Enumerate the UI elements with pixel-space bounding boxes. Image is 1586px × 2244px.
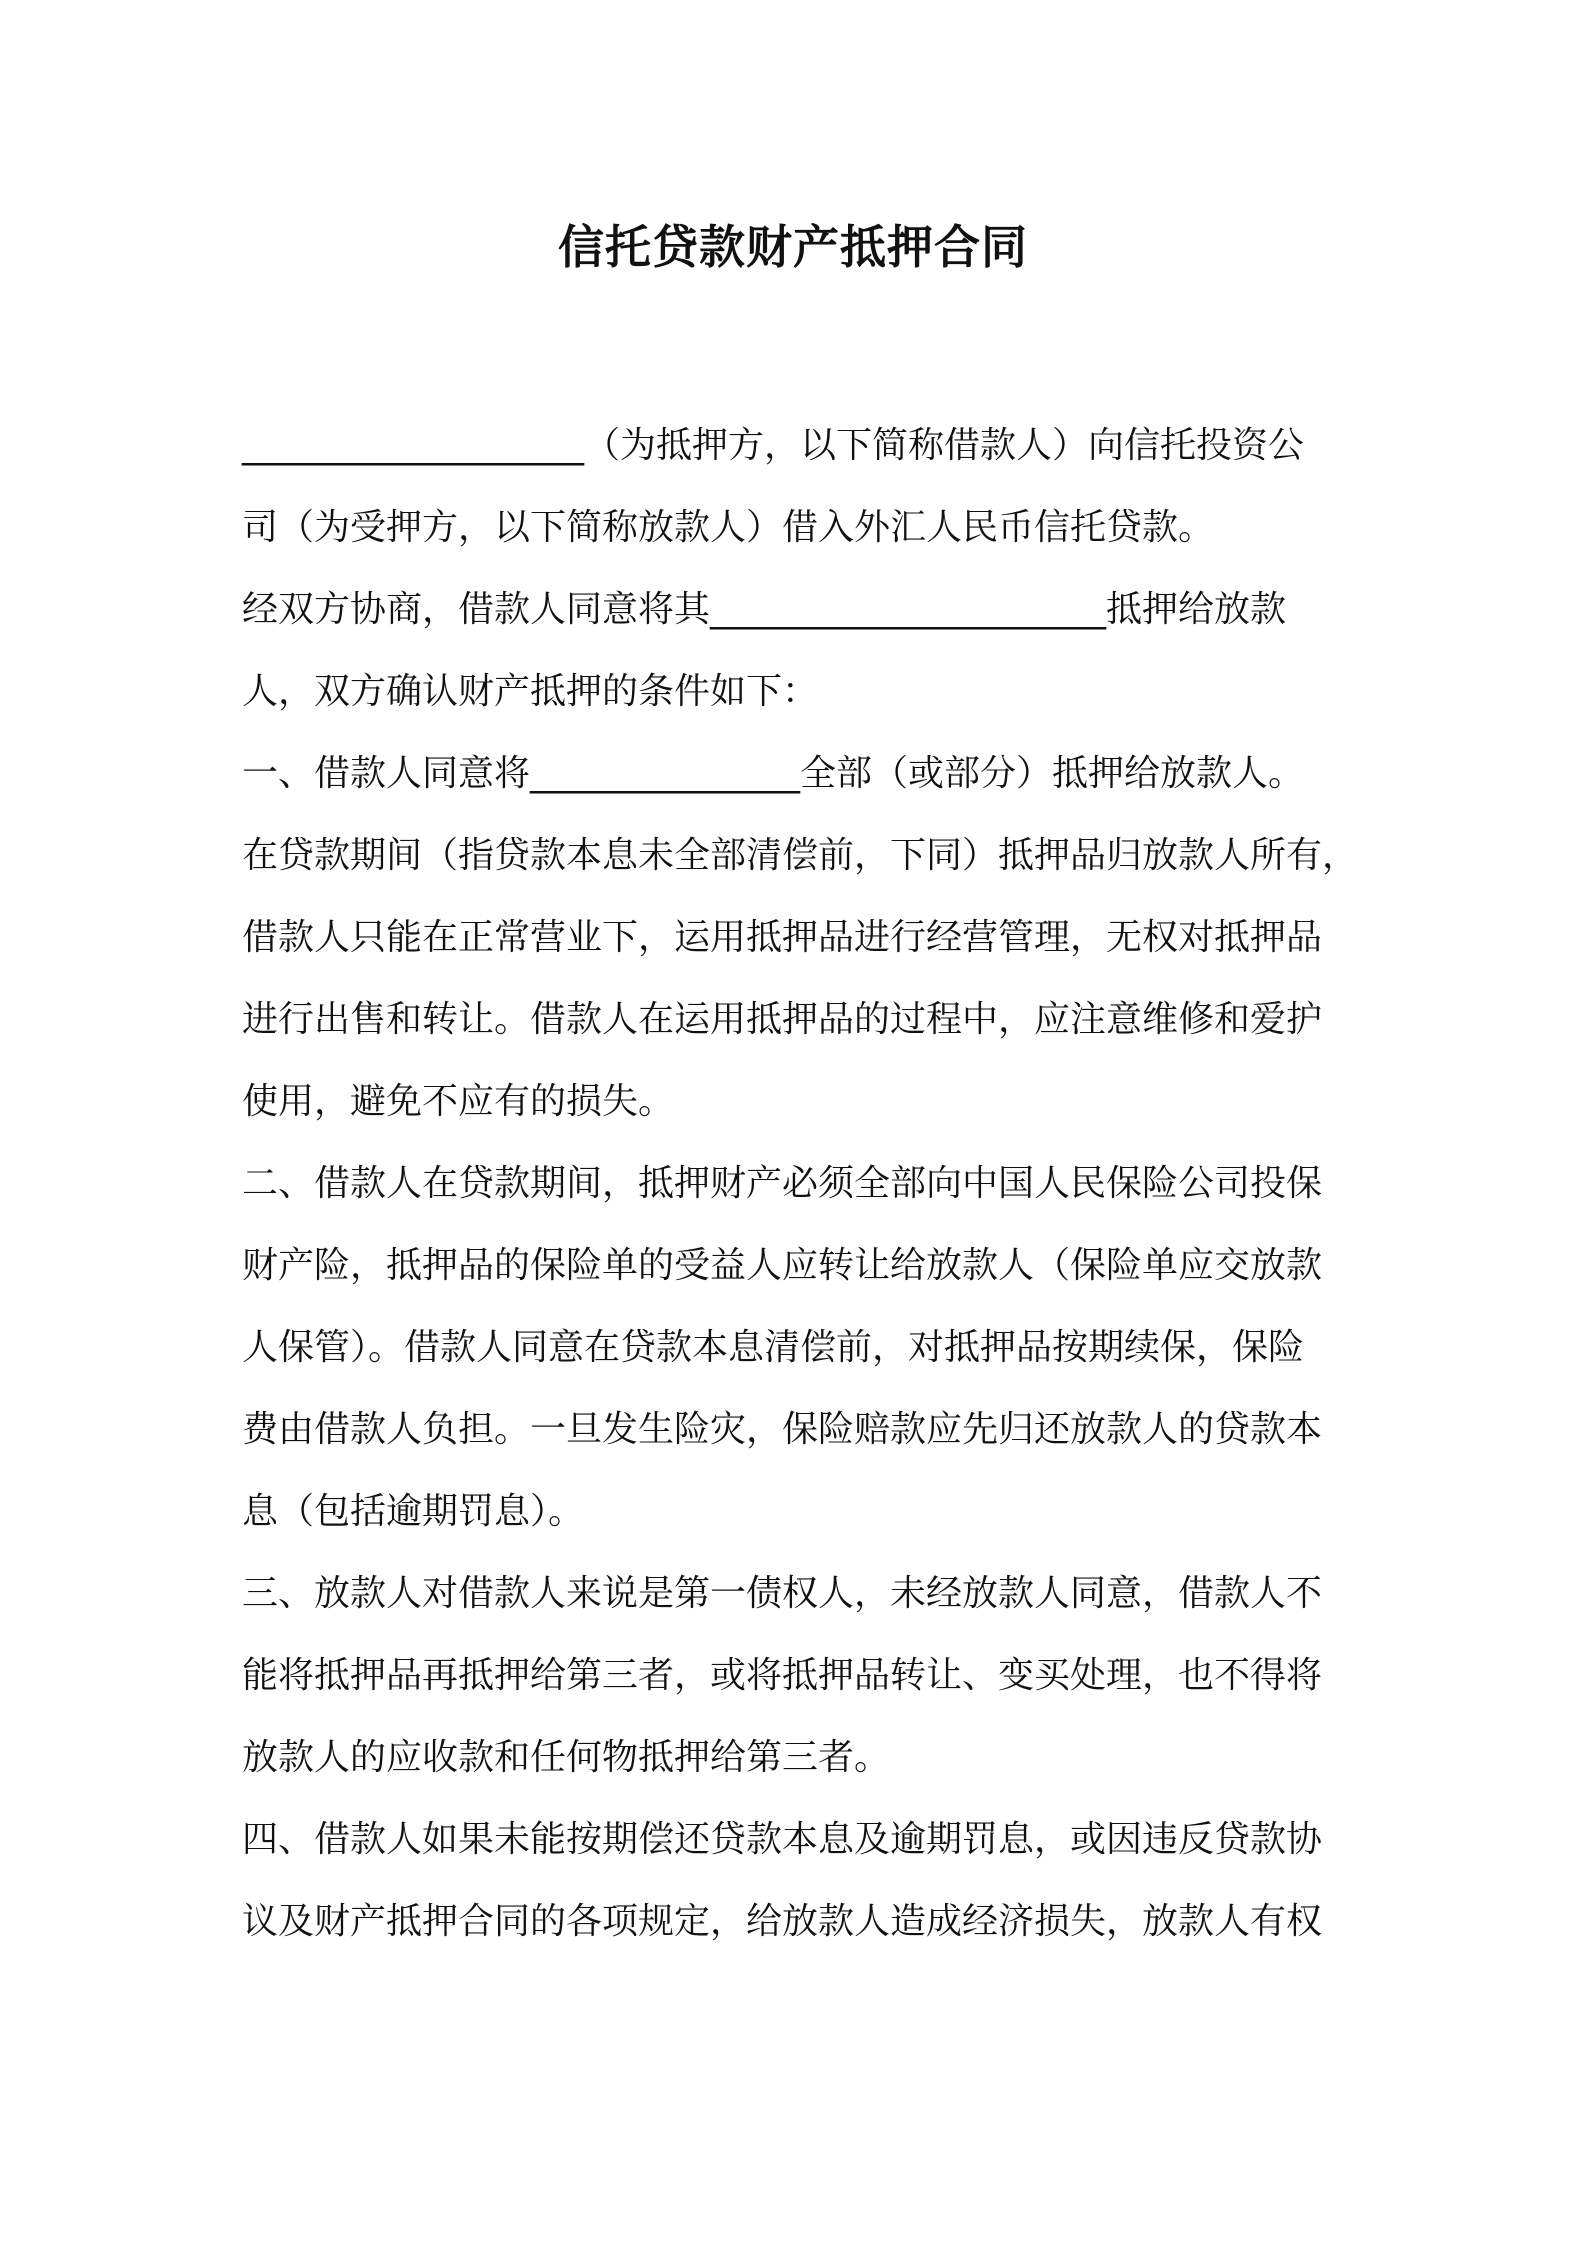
body-line-3: 经双方协商，借款人同意将其______________________抵押给放款 (242, 589, 1287, 630)
body-line-19: 议及财产抵押合同的各项规定，给放款人造成经济损失，放款人有权 (242, 1901, 1323, 1942)
body-line-8: 进行出售和转让。借款人在运用抵押品的过程中，应注意维修和爱护 (242, 999, 1323, 1040)
body-line-5: 一、借款人同意将_______________全部（或部分）抵押给放款人。 (242, 753, 1305, 794)
body-line-10: 二、借款人在贷款期间，抵押财产必须全部向中国人民保险公司投保 (242, 1163, 1323, 1204)
body-line-2: 司（为受押方，以下简称放款人）借入外汇人民币信托贷款。 (242, 507, 1215, 548)
body-line-17: 放款人的应收款和任何物抵押给第三者。 (242, 1737, 891, 1778)
body-line-6: 在贷款期间（指贷款本息未全部清偿前，下同）抵押品归放款人所有， (242, 835, 1359, 876)
body-line-16: 能将抵押品再抵押给第三者，或将抵押品转让、变买处理，也不得将 (242, 1655, 1323, 1696)
body-line-4: 人，双方确认财产抵押的条件如下： (242, 671, 819, 712)
body-line-15: 三、放款人对借款人来说是第一债权人，未经放款人同意，借款人不 (242, 1573, 1323, 1614)
document-title: 信托贷款财产抵押合同 (558, 220, 1028, 274)
document-body (242, 405, 1362, 1963)
body-line-18: 四、借款人如果未能按期偿还贷款本息及逾期罚息，或因违反贷款协 (242, 1819, 1323, 1860)
body-line-9: 使用，避免不应有的损失。 (242, 1081, 675, 1122)
body-line-14: 息（包括逾期罚息）。 (242, 1491, 585, 1532)
body-line-13: 费由借款人负担。一旦发生险灾，保险赔款应先归还放款人的贷款本 (242, 1409, 1323, 1450)
body-line-1: ___________________（为抵押方，以下简称借款人）向信托投资公 (242, 425, 1305, 466)
body-line-12: 人保管）。借款人同意在贷款本息清偿前，对抵押品按期续保，保险 (242, 1327, 1305, 1368)
body-line-7: 借款人只能在正常营业下，运用抵押品进行经营管理，无权对抵押品 (242, 917, 1323, 958)
body-line-11: 财产险，抵押品的保险单的受益人应转让给放款人（保险单应交放款 (242, 1245, 1323, 1286)
